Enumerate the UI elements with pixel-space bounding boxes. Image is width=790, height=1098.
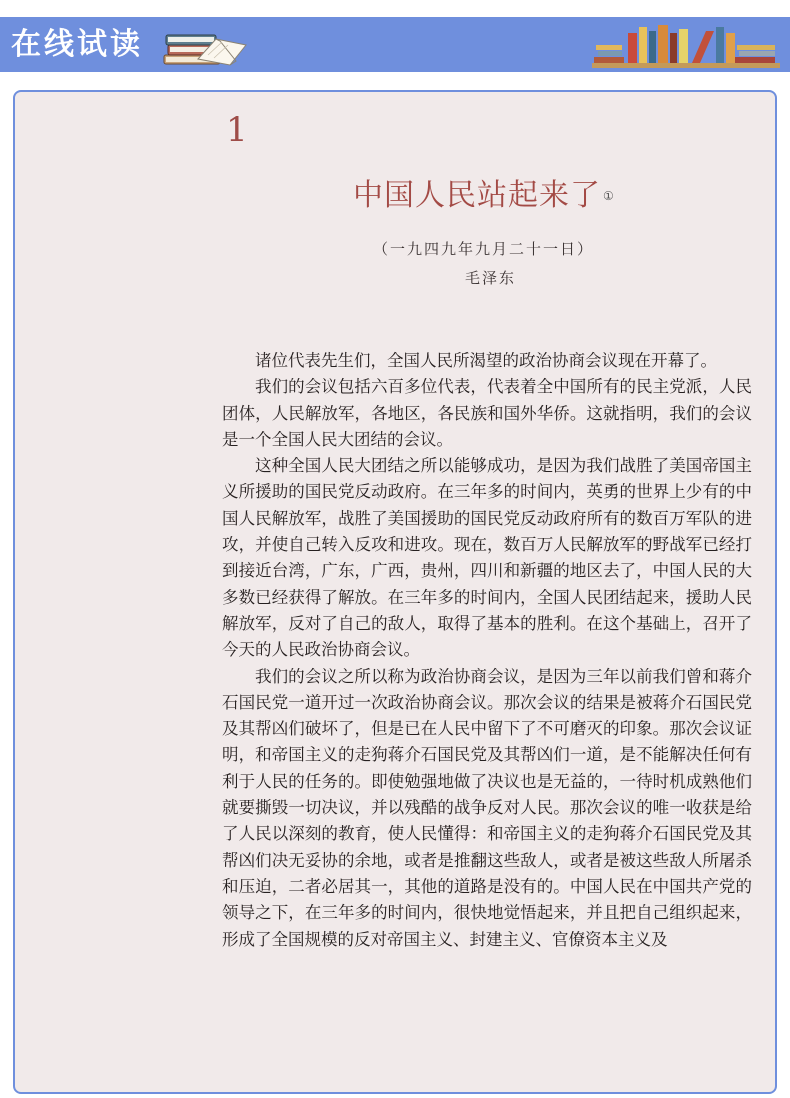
paragraph: 这种全国人民大团结之所以能够成功，是因为我们战胜了美国帝国主义所援助的国民党反动政府。在三年多的时间内，英勇的世界上少有的中国人民解放军，战胜了美国援助的国民党反动政府所有的数百万军队的进攻，并使自己转入反攻和进攻。现在，数百万人民解放军的野战军已经打到接近台湾，广东，广西，贵州，四川和新疆的地区去了，中国人民的大多数已经获得了解放。在三年多的时间内，全国人民团结起来，援助人民解放军，反对了自己的敌人，取得了基本的胜利。在这个基础上，召开了今天的人民政治协商会议。 — [222, 456, 752, 660]
books-stack-icon — [158, 21, 250, 69]
header-title: 在线试读 — [11, 27, 143, 62]
paragraph: 我们的会议之所以称为政治协商会议，是因为三年以前我们曾和蒋介石国民党一道开过一次政治协商会议。那次会议的结果是被蒋介石国民党及其帮凶们破坏了，但是已在人民中留下了不可磨灭的印象。那次会议证明，和帝国主义的走狗蒋介石国民党及其帮凶们一道，是不能解决任何有利于人民的任务的。即使勉强地做了决议也是无益的，一待时机成熟他们就要撕毁一切决议，并以残酷的战争反对人民。那次会议的唯一收获是给了人民以深刻的教育，使人民懂得：和帝国主义的走狗蒋介石国民党及其帮凶们决无妥协的余地，或者是推翻这些敌人，或者是被这些敌人所屠杀和压迫，二者必居其一，其他的道路是没有的。中国人民在中国共产党的领导之下，在三年多的时间内，很快地觉悟起来，并且把自己组织起来，形成了全国规模的反对帝国主义、封建主义、官僚资本主义及 — [222, 666, 752, 949]
article-body — [222, 348, 752, 953]
paragraph: 我们的会议包括六百多位代表，代表着全中国所有的民主党派，人民团体，人民解放军，各地区，各民族和国外华侨。这就指明，我们的会议是一个全国人民大团结的会议。 — [222, 377, 752, 449]
article-title-text: 中国人民站起来了 — [353, 178, 601, 213]
chapter-number: 1 — [226, 110, 248, 150]
bookshelf-icon — [592, 23, 780, 69]
article-author: 毛泽东 — [465, 269, 517, 287]
book-page — [13, 90, 777, 1094]
header-bar — [0, 17, 790, 72]
article-title — [353, 176, 615, 216]
article-date: （一九四九年九月二十一日） — [373, 240, 595, 258]
footnote-mark: ① — [603, 189, 615, 203]
paragraph: 诸位代表先生们，全国人民所渴望的政治协商会议现在开幕了。 — [255, 351, 717, 370]
